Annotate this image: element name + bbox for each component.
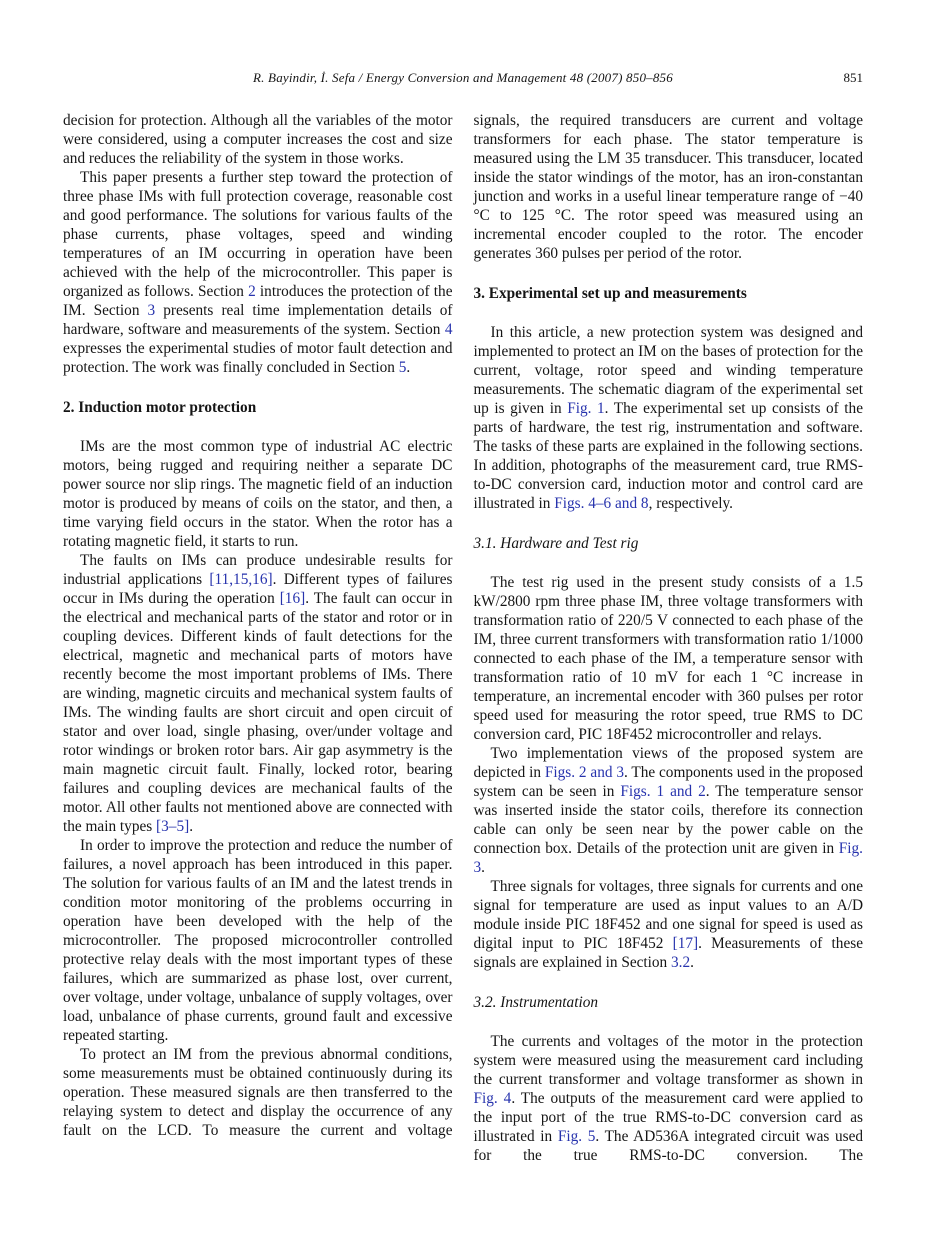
citation-link[interactable]: Fig. 4 bbox=[473, 1090, 512, 1107]
citation-link[interactable]: Figs. 4–6 and 8 bbox=[554, 495, 649, 512]
paragraph bbox=[63, 437, 453, 551]
citation-link[interactable]: 3 bbox=[147, 302, 156, 319]
paragraph bbox=[63, 551, 453, 836]
citation-link[interactable]: Fig. 3 bbox=[473, 840, 863, 876]
citation-link[interactable]: 4 bbox=[444, 321, 453, 338]
paragraph bbox=[63, 168, 453, 377]
text-segment: Three signals for voltages, three signals for currents and one signal for temperature are used as input values to an A/D module inside PIC 18F452 and one signal for speed is used as digital input to PIC 18F452 bbox=[473, 878, 863, 952]
text-segment: . The temperature sensor was inserted inside the stator coils, therefore its connection cable can only be seen near by the power cable on the connection box. Details of the protection unit are given in bbox=[473, 783, 863, 857]
text-segment: In this article, a new protection system was designed and implemented to protect an IM on the bases of protection for the current, voltage, rotor speed and winding temperature measurements. The schematic diagram of the experimental set up is given in bbox=[473, 324, 863, 417]
paragraph bbox=[474, 744, 864, 877]
citation-link[interactable]: [11,15,16] bbox=[209, 571, 273, 588]
paragraph bbox=[474, 111, 864, 263]
text-segment: The test rig used in the present study consists of a 1.5 kW/2800 rpm three phase IM, three voltage transformers with transformation ratio of 220/5 V connected to each phase of the IM, three current transformers with transformation ratio 1/1000 connected to each phase of the IM, a temperature sensor with transformation ratio of 10 mV for each 1 °C increase in temperature, an incremental encoder with 360 pulses per rotor speed used for measuring the rotor speed, true RMS to DC conversion card, PIC 18F452 microcontroller and relays. bbox=[473, 574, 863, 743]
page-number: 851 bbox=[843, 70, 863, 85]
running-header bbox=[63, 70, 863, 86]
text-segment: . Measurements of these signals are explained in Section bbox=[473, 935, 863, 971]
text-segment: To protect an IM from the previous abnormal conditions, some measurements must be obtained continuously during its operation. These measured signals are then transferred to the relaying system to detect and display the occurrence of any fault on the LCD. To measure the current and voltage bbox=[63, 1046, 453, 1139]
text-segment: Two implementation views of the proposed system are depicted in bbox=[473, 745, 863, 781]
paragraph bbox=[63, 836, 453, 1045]
text-segment: signals, the required transducers are current and voltage transformers for each phase. The stator temperature is measured using the LM 35 transducer. This transducer, located inside the stator windings of the motor, has an iron-constantan junction and works in a useful linear temperature range of −40 °C to 125 °C. The rotor speed was measured using an incremental encoder coupled to the rotor. The encoder generates 360 pulses per period of the rotor. bbox=[473, 112, 863, 262]
text-segment: This paper presents a further step toward the protection of three phase IMs with full protection coverage, reasonable cost and good performance. The solutions for various faults of the phase currents, phase voltages, speed and winding temperatures of an IM occurring in operation have been achieved with the help of the microcontroller. This paper is organized as follows. Section bbox=[63, 169, 453, 300]
text-segment: . bbox=[189, 818, 194, 835]
citation-link[interactable]: Fig. 1 bbox=[567, 400, 605, 417]
text-segment: . The outputs of the measurement card were applied to the input port of the true RMS-to-DC conversion card as illustrated in bbox=[473, 1090, 863, 1145]
text-segment: IMs are the most common type of industrial AC electric motors, being rugged and requiring neither a separate DC power source nor slip rings. The magnetic field of an induction motor is produced by means of coils on the stator, and then, a time varying field occurs in the stator. When the rotor has a rotating magnetic field, it starts to run. bbox=[63, 438, 453, 550]
text-segment: , respectively. bbox=[648, 495, 733, 512]
text-segment: . The experimental set up consists of the parts of hardware, the test rig, instrumentation and software. The tasks of these parts are explained in the following sections. In addition, photographs of the measurement card, true RMS-to-DC conversion card, induction motor and control card are illustrated in bbox=[473, 400, 863, 512]
text-segment: . Different types of failures occur in IMs during the operation bbox=[63, 571, 453, 607]
paragraph bbox=[474, 877, 864, 972]
text-segment: . bbox=[406, 359, 411, 376]
text-segment: introduces the protection of the IM. Section bbox=[63, 283, 453, 319]
citation-link[interactable]: 3.2 bbox=[671, 954, 691, 971]
text-segment: In order to improve the protection and reduce the number of failures, a novel approach has been introduced in this paper. The solution for various faults of an IM and the latest trends in condition motor monitoring of the problems occurring in operation have been developed with the help of the microcontroller. The proposed microcontroller controlled protective relay deals with the most important types of these failures, which are summarized as phase lost, over current, over voltage, under voltage, unbalance of supply voltages, over load, unbalance of phase currents, ground fault and excessive repeated starting. bbox=[63, 837, 453, 1044]
paragraph bbox=[474, 1032, 864, 1165]
text-segment: . bbox=[690, 954, 694, 971]
citation-link[interactable]: Fig. 5 bbox=[557, 1128, 596, 1145]
text-segment: The faults on IMs can produce undesirable results for industrial applications bbox=[63, 552, 453, 588]
text-segment: decision for protection. Although all the variables of the motor were considered, using a computer increases the cost and size and reduces the reliability of the system in those works. bbox=[63, 112, 453, 167]
journal-citation: R. Bayindir, İ. Sefa / Energy Conversion and Management 48 (2007) 850–856 bbox=[253, 70, 673, 85]
citation-link[interactable]: [17] bbox=[672, 935, 699, 952]
text-segment: presents real time implementation details of hardware, software and measurements of the system. Section bbox=[63, 302, 453, 338]
text-segment: . bbox=[481, 859, 485, 876]
section-heading: 2. Induction motor protection bbox=[63, 399, 257, 416]
paragraph bbox=[474, 573, 864, 744]
citation-link[interactable]: Figs. 1 and 2 bbox=[620, 783, 706, 800]
citation-link[interactable]: Figs. 2 and 3 bbox=[544, 764, 624, 781]
paragraph bbox=[63, 1045, 453, 1140]
text-segment: expresses the experimental studies of motor fault detection and protection. The work was finally concluded in Section bbox=[63, 340, 453, 376]
citation-link[interactable]: 5 bbox=[398, 359, 407, 376]
citation-link[interactable]: [16] bbox=[279, 590, 306, 607]
citation-link[interactable]: 2 bbox=[248, 283, 256, 300]
subsection-heading: 3.1. Hardware and Test rig bbox=[473, 535, 639, 552]
text-segment: The currents and voltages of the motor in the protection system were measured using the measurement card including the current transformer and voltage transformer as shown in bbox=[473, 1033, 863, 1088]
right-column bbox=[474, 111, 864, 1165]
text-segment: . The AD536A integrated circuit was used for the true RMS-to-DC conversion. The bbox=[473, 1128, 864, 1164]
subsection-heading: 3.2. Instrumentation bbox=[473, 994, 598, 1011]
text-segment: . The fault can occur in the electrical and mechanical parts of the stator and rotor or in coupling devices. Different kinds of fault detections for the electrical, magnetic and mechanical parts of motors have recently become the most important problems of IMs. There are winding, magnetic circuits and mechanical system faults of IMs. The winding faults are short circuit and open circuit of stator and over load, single phasing, over/under voltage and rotor windings or broken rotor bars. Air gap asymmetry is the main magnetic circuit fault. Finally, locked rotor, bearing failures and coupling devices are mechanical faults of the motor. All other faults not mentioned above are connected with the main types bbox=[63, 590, 453, 835]
section-heading: 3. Experimental set up and measurements bbox=[473, 285, 747, 302]
text-segment: . The components used in the proposed system can be seen in bbox=[473, 764, 863, 800]
paragraph bbox=[63, 111, 453, 168]
left-column bbox=[63, 111, 453, 1165]
paragraph bbox=[474, 323, 864, 513]
two-column-body bbox=[63, 111, 863, 1165]
citation-link[interactable]: [3–5] bbox=[156, 818, 190, 835]
